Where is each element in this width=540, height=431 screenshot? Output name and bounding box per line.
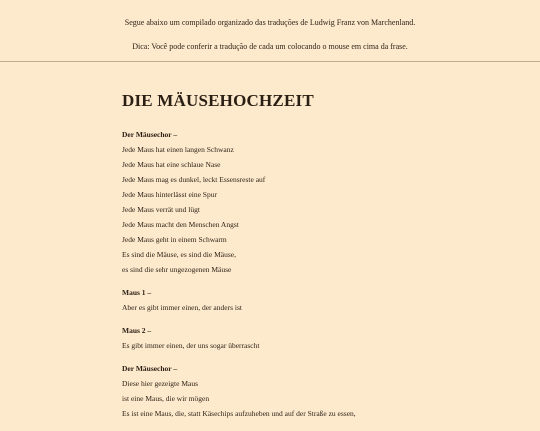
stanza-speaker: Der Mäusechor – (122, 130, 178, 139)
lyric-line[interactable]: Es sind die Mäuse, es sind die Mäuse, (122, 250, 236, 259)
lyric-line[interactable]: Es ist eine Maus, die, statt Käsechips aufzuheben und auf der Straße zu essen, (122, 409, 356, 418)
stanza-speaker: Maus 2 – (122, 326, 152, 335)
stanza (122, 363, 522, 419)
stanza (122, 129, 522, 275)
lyric-line[interactable]: Es gibt immer einen, der uns sogar überrascht (122, 341, 260, 350)
lyric-line[interactable]: Diese hier gezeigte Maus (122, 379, 199, 388)
stanza (122, 287, 522, 313)
lyric-line[interactable]: Jede Maus hinterlässt eine Spur (122, 190, 217, 199)
song-content (122, 91, 522, 431)
intro-text: Segue abaixo um compilado organizado das traduções de Ludwig Franz von Marchenland. (124, 18, 416, 27)
header-divider (0, 61, 540, 62)
stanza (122, 325, 522, 351)
stanza-speaker: Maus 1 – (122, 288, 152, 297)
lyric-line[interactable]: ist eine Maus, die wir mögen (122, 394, 210, 403)
song-title: DIE MÄUSEHOCHZEIT (122, 91, 314, 110)
lyric-line[interactable]: Jede Maus hat einen langen Schwanz (122, 145, 234, 154)
page-header (0, 0, 540, 52)
lyric-line[interactable]: Aber es gibt immer einen, der anders ist (122, 303, 242, 312)
lyric-line[interactable]: Jede Maus geht in einem Schwarm (122, 235, 227, 244)
lyric-line[interactable]: Jede Maus mag es dunkel, leckt Essensreste auf (122, 175, 266, 184)
lyric-line[interactable]: Jede Maus verrät und lügt (122, 205, 200, 214)
lyric-line[interactable]: Jede Maus macht den Menschen Angst (122, 220, 239, 229)
lyric-line[interactable]: es sind die sehr ungezogenen Mäuse (122, 265, 232, 274)
tip-text: Dica: Você pode conferir a tradução de cada um colocando o mouse em cima da frase. (132, 42, 408, 51)
stanza-speaker: Der Mäusechor – (122, 364, 178, 373)
lyric-line[interactable]: Jede Maus hat eine schlaue Nase (122, 160, 221, 169)
